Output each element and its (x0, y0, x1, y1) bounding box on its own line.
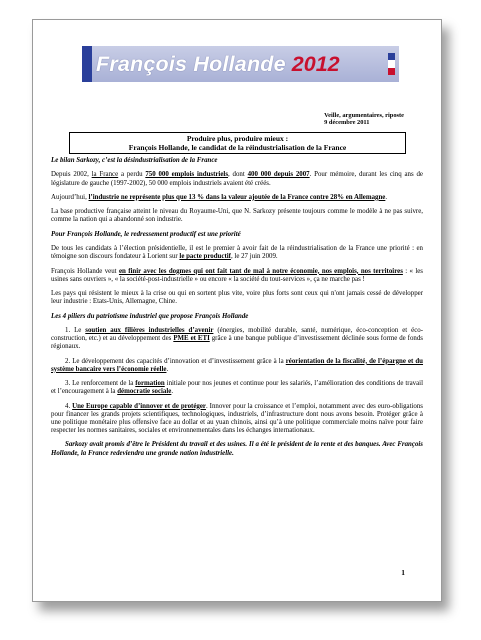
text-run: l’industrie ne représente plus que 13 % dans la valeur ajoutée de la France contre 28% en Allemagne (88, 193, 386, 201)
title-line-1: Produire plus, produire mieux : (186, 134, 289, 143)
text-run: la France (91, 171, 119, 179)
title-line-2: François Hollande, le candidat de la réindustrialisation de la France (128, 143, 347, 152)
text-run: 2. Le développement des capacités d’innovation et d’investissement grâce à la (65, 357, 286, 365)
pillar-2 (51, 358, 423, 374)
text-run: réorientation de la fiscalité, de l’épargne et du système bancaire vers l’économie réelle (51, 357, 424, 373)
text-run: 3. Le renforcement de la (65, 380, 136, 388)
text-run: , dont (228, 171, 248, 179)
document-meta (324, 112, 404, 127)
flag-stripe-white (388, 60, 395, 67)
text-run: (énergies, mobilité durable, santé, numérique, éco-conception et éco-construction, etc.) et au développement des (51, 326, 424, 343)
text-run: , le 27 juin 2009. (230, 253, 278, 261)
text-run: grâce à une banque publique d’investissement déclinée sous forme de fonds régionaux. (51, 335, 423, 351)
pillar-3 (51, 380, 423, 396)
text-run: formation (135, 380, 165, 388)
text-run: 750 000 emplois industriels (145, 171, 229, 179)
text-run: . Pour mémoire, durant les cinq ans de législature de gauche (1997-2002), 50 000 emplois industriels avaient été créés. (51, 171, 423, 187)
text-run: initiale pour nos jeunes et continue pour les salariés, l’amélioration des conditions de travail et l’encouragement à la (51, 380, 423, 396)
campaign-banner (82, 46, 399, 82)
paragraph-emplois (51, 171, 423, 187)
text-run: 1. Le (65, 326, 86, 334)
text-run: De tous les candidats à l’élection présidentielle, il est le premier à avoir fait de la réindustrialisation de la France une priorité : en témoigne son discours fondateur à Lorient sur (51, 245, 423, 261)
banner-name: François Hollande (96, 51, 286, 76)
text-run: le pacte productif (179, 253, 231, 261)
text-run: PME et ETI (173, 335, 210, 343)
text-run: François Hollande veut (51, 267, 119, 275)
meta-date: 9 décembre 2011 (324, 119, 370, 127)
text-run: 400 000 depuis 2007 (247, 171, 310, 179)
section-heading-piliers: Les 4 piliers du patriotisme industriel que propose François Hollande (51, 312, 249, 320)
paragraph-valeur-ajoutee (51, 194, 423, 202)
section-heading-bilan: Le bilan Sarkozy, c’est la désindustrialisation de la France (51, 157, 218, 164)
pillar-4 (51, 403, 423, 436)
flag-icon (388, 53, 395, 75)
section-heading-redressement: Pour François Hollande, le redressement productif est une priorité (51, 230, 241, 238)
paragraph-base-productive: La base productive française atteint le niveau du Royaume-Uni, que N. Sarkozy présente toujours comme le modèle à ne pas suivre, comme la nation qui a abandonné son industrie. (51, 208, 423, 224)
meta-category: Veille, argumentaires, riposte (324, 112, 404, 119)
text-run: : « les usines sans ouvriers », « la société-post-industrielle » ou encore « la société du tout-services », ça ne marche pas ! (51, 267, 423, 283)
flag-stripe-blue (388, 53, 395, 60)
paragraph-conclusion: Sarkozy avait promis d’être le Président du travail et des usines. Il a été le président de la rente et des banques. Avec François Hollande, la France redeviendra une grande nation industrielle. (51, 441, 423, 457)
text-run: a perdu (118, 171, 146, 179)
paragraph-candidats (51, 245, 423, 261)
text-run: démocratie sociale (117, 388, 172, 396)
paragraph-pays: Les pays qui résistent le mieux à la crise ou qui en sortent plus vite, voire plus forts sont ceux qui n'ont jamais cessé de développer leur industrie : Etats-Unis, Allemagne, Chine. (51, 290, 423, 306)
page-number: 1 (401, 568, 405, 577)
text-run: en finir avec les dogmes qui ont fait tant de mal à notre économie, nos emplois, nos territoires (118, 267, 403, 275)
text-run: soutien aux filières industrielles d’avenir (85, 326, 214, 334)
text-run: Depuis 2002, (51, 171, 92, 179)
text-run: Aujourd’hui, (51, 193, 89, 201)
document-page (32, 19, 442, 602)
text-run: . (385, 193, 388, 201)
text-run: Une Europe capable d’innover et de protéger (72, 402, 206, 410)
text-run: . (166, 365, 169, 373)
text-run: . (171, 388, 174, 396)
paragraph-dogmes (51, 268, 423, 284)
document-title (69, 132, 406, 154)
flag-stripe-red (388, 68, 395, 75)
document-body (51, 157, 423, 464)
text-run: 4. (65, 402, 73, 410)
banner-year: 2012 (291, 51, 340, 76)
text-run: . Innover pour la croissance et l’emploi, notamment avec des euro-obligations pour financer les grands projets scientifiques, technologiques, industriels, d’infrastructure dont nous avons besoin. Protéger grâce à une politique monétaire plus offensive face au dollar et au yuan chinois, ainsi qu’à une politique commerciale moins naïve pour faire respecter les normes sanitaires, sociales et environnementales dans les échanges internationaux. (51, 402, 423, 434)
pillar-1 (51, 327, 423, 351)
